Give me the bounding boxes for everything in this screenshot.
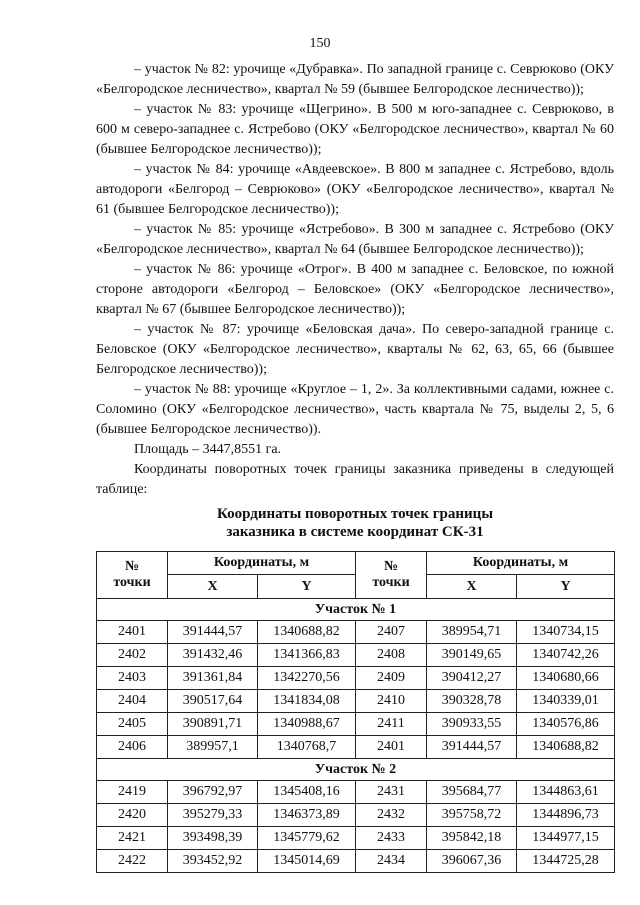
point-number-cell: 2420 <box>97 804 168 827</box>
x-coordinate-cell: 395842,18 <box>427 827 517 850</box>
table-row <box>97 781 615 804</box>
section-row <box>97 599 615 621</box>
body-text <box>96 60 614 500</box>
y-coordinate-cell: 1340576,86 <box>517 713 615 736</box>
paragraph-site-84: – участок № 84: урочище «Авдеевское». В 800 м западнее с. Ястребово, вдоль автодороги «Белгород – Севрюково» (ОКУ «Белгородское лесничество», квартал № 61 (бывшее Белгородское лесничество)); <box>96 162 614 217</box>
paragraph-site-86: – участок № 86: урочище «Отрог». В 400 м западнее с. Беловское, по южной стороне автодороги «Белгород – Беловское» (ОКУ «Белгородское лесничество», квартал № 67 (бывшее Белгородское лесничество)); <box>96 262 614 317</box>
point-number-cell: 2401 <box>356 736 427 759</box>
point-number-cell: 2433 <box>356 827 427 850</box>
section-row <box>97 759 615 781</box>
x-coordinate-cell: 390149,65 <box>427 644 517 667</box>
x-coordinate-cell: 390328,78 <box>427 690 517 713</box>
page-number: 150 <box>309 36 331 51</box>
point-number-cell: 2405 <box>97 713 168 736</box>
paragraph-site-87: – участок № 87: урочище «Беловская дача». По северо-западной границе с. Беловское (ОКУ «Белгородское лесничество», кварталы № 62, 63, 65, 66 (бывшее Белгородское лесничество)); <box>96 322 614 377</box>
y-coordinate-cell: 1340734,15 <box>517 621 615 644</box>
point-number-cell: 2406 <box>97 736 168 759</box>
x-coordinate-cell: 393452,92 <box>168 850 258 873</box>
x-header: X <box>168 575 258 599</box>
table-body <box>97 599 615 873</box>
y-coordinate-cell: 1340988,67 <box>258 713 356 736</box>
x-coordinate-cell: 395684,77 <box>427 781 517 804</box>
y-coordinate-cell: 1340742,26 <box>517 644 615 667</box>
x-coordinate-cell: 390891,71 <box>168 713 258 736</box>
point-number-cell: 2408 <box>356 644 427 667</box>
coordinates-header: Координаты, м <box>427 552 615 575</box>
table-row <box>97 621 615 644</box>
paragraph-site-82: – участок № 82: урочище «Дубравка». По западной границе с. Севрюково (ОКУ «Белгородское лесничество», квартал № 59 (бывшее Белгородское лесничество)); <box>96 62 614 97</box>
y-coordinate-cell: 1340339,01 <box>517 690 615 713</box>
table-row <box>97 804 615 827</box>
y-coordinate-cell: 1342270,56 <box>258 667 356 690</box>
table-row <box>97 667 615 690</box>
x-coordinate-cell: 393498,39 <box>168 827 258 850</box>
paragraph-area: Площадь – 3447,8551 га. <box>134 442 282 457</box>
table-row <box>97 690 615 713</box>
table-header-row <box>97 552 615 575</box>
x-coordinate-cell: 395279,33 <box>168 804 258 827</box>
table-row <box>97 713 615 736</box>
y-coordinate-cell: 1345779,62 <box>258 827 356 850</box>
y-coordinate-cell: 1346373,89 <box>258 804 356 827</box>
point-number-cell: 2411 <box>356 713 427 736</box>
x-coordinate-cell: 390412,27 <box>427 667 517 690</box>
point-number-cell: 2419 <box>97 781 168 804</box>
point-number-cell: 2410 <box>356 690 427 713</box>
x-coordinate-cell: 390517,64 <box>168 690 258 713</box>
point-number-cell: 2409 <box>356 667 427 690</box>
y-coordinate-cell: 1345408,16 <box>258 781 356 804</box>
y-header: Y <box>258 575 356 599</box>
point-number-cell: 2421 <box>97 827 168 850</box>
y-coordinate-cell: 1344725,28 <box>517 850 615 873</box>
table-caption-line-1: Координаты поворотных точек границы <box>216 506 494 522</box>
x-coordinate-cell: 391432,46 <box>168 644 258 667</box>
x-coordinate-cell: 389954,71 <box>427 621 517 644</box>
x-coordinate-cell: 391444,57 <box>427 736 517 759</box>
point-number-cell: 2431 <box>356 781 427 804</box>
y-coordinate-cell: 1341834,08 <box>258 690 356 713</box>
y-coordinate-cell: 1344977,15 <box>517 827 615 850</box>
coordinates-table <box>96 551 615 873</box>
x-coordinate-cell: 389957,1 <box>168 736 258 759</box>
point-number-cell: 2402 <box>97 644 168 667</box>
x-coordinate-cell: 396792,97 <box>168 781 258 804</box>
point-number-cell: 2407 <box>356 621 427 644</box>
x-coordinate-cell: 391444,57 <box>168 621 258 644</box>
y-header: Y <box>517 575 615 599</box>
point-number-header: № точки <box>356 552 427 599</box>
paragraph-site-85: – участок № 85: урочище «Ястребово». В 300 м западнее с. Ястребово (ОКУ «Белгородское лесничество», квартал № 64 (бывшее Белгородское лесничество)); <box>96 222 614 257</box>
y-coordinate-cell: 1340680,66 <box>517 667 615 690</box>
y-coordinate-cell: 1344863,61 <box>517 781 615 804</box>
point-number-cell: 2422 <box>97 850 168 873</box>
y-coordinate-cell: 1340768,7 <box>258 736 356 759</box>
paragraph-site-83: – участок № 83: урочище «Щегрино». В 500 м юго-западнее с. Севрюково, в 600 м северо-западнее с. Ястребово (ОКУ «Белгородское лесничество», квартал № 60 (бывшее Белгородское лесничество)); <box>96 102 614 157</box>
point-number-cell: 2432 <box>356 804 427 827</box>
table-row <box>97 827 615 850</box>
coordinates-header: Координаты, м <box>168 552 356 575</box>
y-coordinate-cell: 1345014,69 <box>258 850 356 873</box>
y-coordinate-cell: 1341366,83 <box>258 644 356 667</box>
x-coordinate-cell: 391361,84 <box>168 667 258 690</box>
x-coordinate-cell: 396067,36 <box>427 850 517 873</box>
y-coordinate-cell: 1340688,82 <box>258 621 356 644</box>
y-coordinate-cell: 1340688,82 <box>517 736 615 759</box>
table-caption-line-2: заказника в системе координат СК-31 <box>226 524 484 540</box>
x-header: X <box>427 575 517 599</box>
point-number-cell: 2401 <box>97 621 168 644</box>
point-number-cell: 2404 <box>97 690 168 713</box>
section-title: Участок № 1 <box>97 599 615 621</box>
x-coordinate-cell: 395758,72 <box>427 804 517 827</box>
point-number-header: № точки <box>97 552 168 599</box>
point-number-cell: 2403 <box>97 667 168 690</box>
table-row <box>97 736 615 759</box>
x-coordinate-cell: 390933,55 <box>427 713 517 736</box>
y-coordinate-cell: 1344896,73 <box>517 804 615 827</box>
table-row <box>97 850 615 873</box>
section-title: Участок № 2 <box>97 759 615 781</box>
paragraph-coordinates-intro: Координаты поворотных точек границы заказника приведены в следующей таблице: <box>96 462 614 497</box>
point-number-cell: 2434 <box>356 850 427 873</box>
table-row <box>97 644 615 667</box>
paragraph-site-88: – участок № 88: урочище «Круглое – 1, 2». За коллективными садами, южнее с. Соломино (ОКУ «Белгородское лесничество», часть квартала № 75, выделы 2, 5, 6 (бывшее Белгородское лесничество)). <box>96 382 614 437</box>
table-caption <box>96 505 614 541</box>
